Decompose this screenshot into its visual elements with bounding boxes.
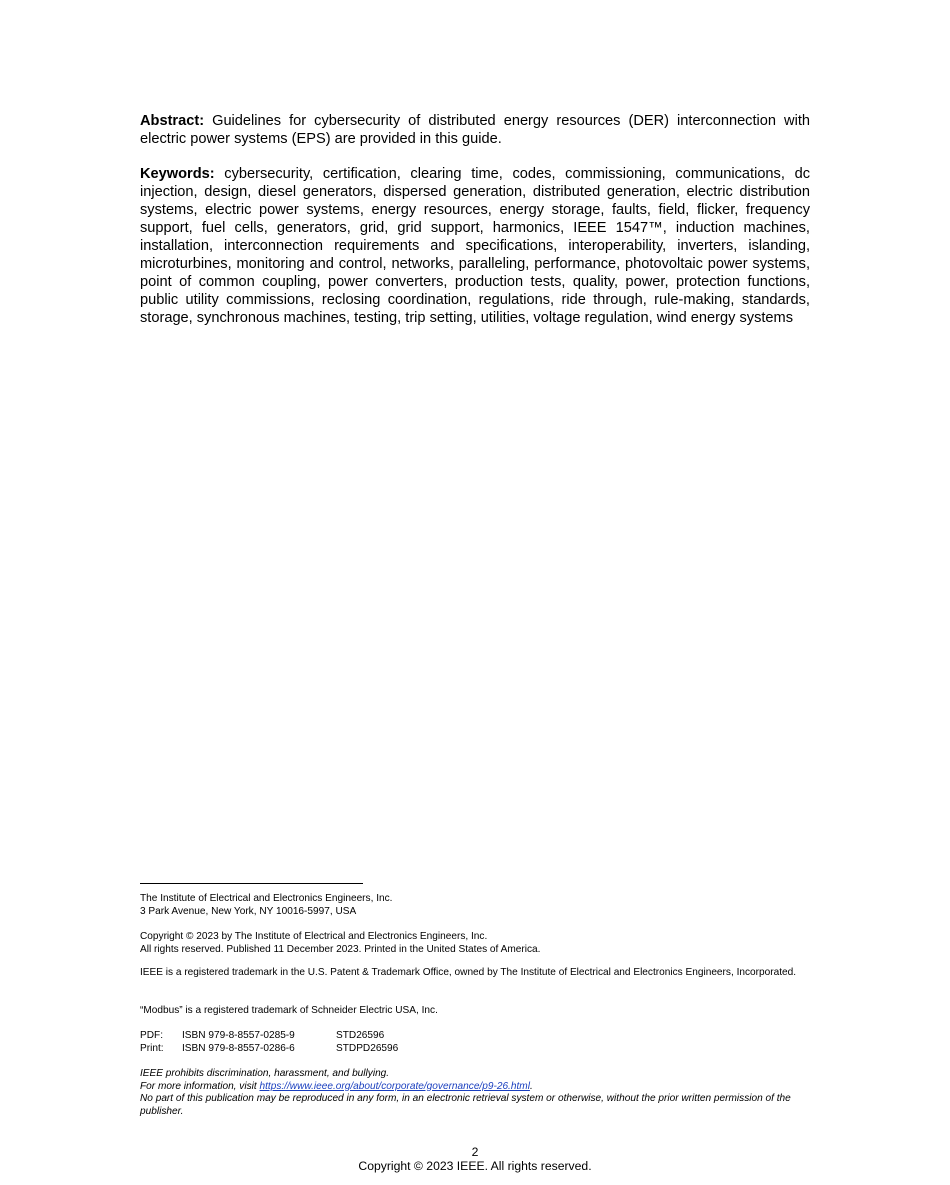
policy-line-info — [140, 1081, 812, 1094]
isbn-format: Print: — [140, 1042, 164, 1054]
rights-line: All rights reserved. Published 11 December 2023. Printed in the United States of America. — [140, 943, 541, 955]
trademark-ieee-block — [140, 967, 812, 980]
isbn-code: STDPD26596 — [336, 1042, 399, 1054]
isbn-format: PDF: — [140, 1030, 163, 1041]
abstract-label: Abstract: — [140, 113, 205, 129]
abstract-text: Guidelines for cybersecurity of distributed energy resources (DER) interconnection with electric power systems (EPS) are provided in this guide. — [140, 113, 810, 147]
publisher-name: The Institute of Electrical and Electronics Engineers, Inc. — [140, 893, 393, 904]
policy-info-suffix: . — [529, 1080, 533, 1092]
policy-line-reproduction: No part of this publication may be reproduced in any form, in an electronic retrieval system or otherwise, without the prior written permission of the publisher. — [140, 1093, 791, 1117]
policy-info-prefix: For more information, visit — [140, 1080, 260, 1092]
isbn-block — [140, 1030, 812, 1055]
keywords-label: Keywords: — [140, 166, 215, 182]
page-number: 2 — [471, 1145, 479, 1159]
copyright-line: Copyright © 2023 by The Institute of Electrical and Electronics Engineers, Inc. — [140, 931, 488, 942]
keywords-text: cybersecurity, certification, clearing time, codes, commissioning, communications, dc injection, design, diesel generators, dispersed generation, distributed generation, electric distribution systems, electric power systems, energy resources, energy storage, faults, field, flicker, frequency support, fuel cells, generators, grid, grid support, harmonics, IEEE 1547™, induction machines, installation, interconnection requirements and specifications, interoperability, inverters, islanding, microturbines, monitoring and control, networks, paralleling, performance, photovoltaic power systems, point of common coupling, power converters, production tests, quality, power, protection functions, public utility commissions, reclosing coordination, regulations, ride through, rule-making, standards, storage, synchronous machines, testing, trip setting, utilities, voltage regulation, wind energy systems — [140, 166, 810, 326]
footnote-divider — [140, 883, 363, 884]
keywords-paragraph — [140, 165, 810, 327]
abstract-paragraph — [140, 112, 810, 148]
policy-line-discrimination: IEEE prohibits discrimination, harassment, and bullying. — [140, 1068, 390, 1079]
trademark-modbus-block — [140, 1005, 812, 1018]
policy-link[interactable]: https://www.ieee.org/about/corporate/governance/p9-26.html — [259, 1080, 530, 1092]
trademark-modbus: “Modbus” is a registered trademark of Schneider Electric USA, Inc. — [140, 1005, 438, 1016]
isbn-code: STD26596 — [336, 1030, 385, 1041]
isbn-row-pdf — [140, 1030, 812, 1043]
trademark-ieee: IEEE is a registered trademark in the U.S. Patent & Trademark Office, owned by The Institute of Electrical and Electronics Engineers, Incorporated. — [140, 967, 797, 978]
copyright-block — [140, 931, 812, 956]
publisher-address: 3 Park Avenue, New York, NY 10016-5997, USA — [140, 905, 357, 917]
isbn-row-print — [140, 1043, 812, 1056]
policy-block — [140, 1068, 812, 1118]
publisher-block — [140, 893, 812, 918]
isbn-number: ISBN 979-8-8557-0285-9 — [182, 1030, 295, 1041]
isbn-number: ISBN 979-8-8557-0286-6 — [182, 1042, 295, 1054]
footer-copyright: Copyright © 2023 IEEE. All rights reserved. — [358, 1159, 592, 1173]
